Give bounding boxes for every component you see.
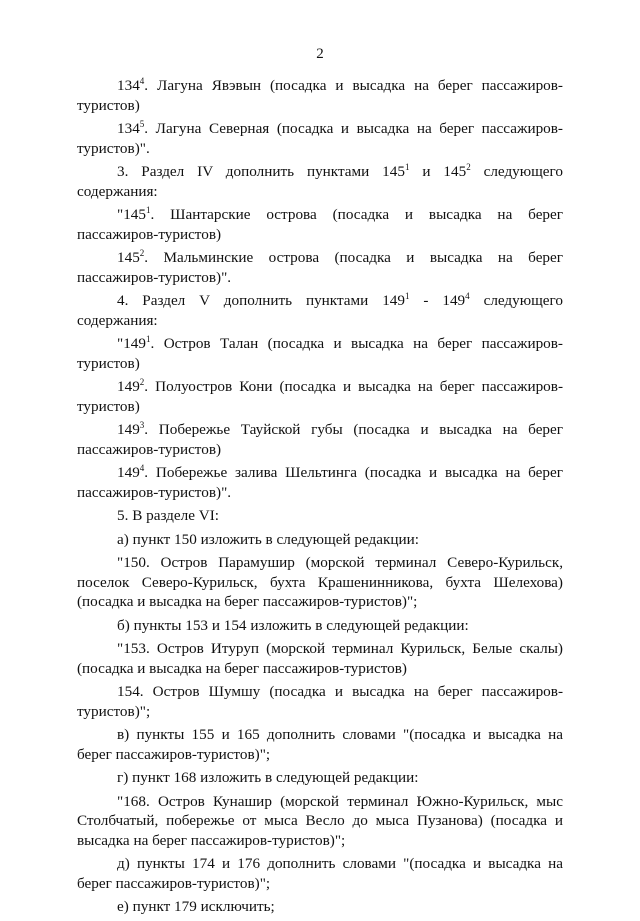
- paragraph: [77, 682, 563, 721]
- paragraph-text: следующего содержания:: [77, 292, 563, 329]
- paragraph: [77, 162, 563, 201]
- paragraph: [77, 334, 563, 373]
- paragraph: [77, 76, 563, 115]
- paragraph-text: 134: [117, 120, 140, 137]
- paragraph: [77, 291, 563, 330]
- paragraph-text: следующего содержания:: [77, 163, 563, 200]
- superscript: 2: [466, 162, 471, 172]
- paragraph-text: . Остров Талан (посадка и высадка на берег пассажиров-туристов): [77, 335, 563, 372]
- superscript: 4: [139, 463, 145, 473]
- paragraph: [77, 205, 563, 244]
- paragraph: [77, 377, 563, 416]
- paragraph-text: . Побережье Тауйской губы (посадка и высадка на берег пассажиров-туристов): [77, 421, 563, 458]
- paragraph: [77, 639, 563, 678]
- superscript: 4: [139, 76, 145, 86]
- paragraph-text: 5. В разделе VI:: [117, 507, 220, 524]
- superscript: 4: [465, 291, 470, 301]
- paragraph-text: "145: [117, 206, 146, 223]
- paragraph-text: г) пункт 168 изложить в следующей редакции:: [117, 769, 419, 786]
- paragraph: [77, 463, 563, 502]
- paragraph-text: - 149: [409, 292, 466, 309]
- paragraph-text: . Шантарские острова (посадка и высадка на берег пассажиров-туристов): [77, 206, 563, 243]
- paragraph: [77, 854, 563, 893]
- paragraph: [77, 530, 563, 550]
- page-number: 2: [316, 46, 324, 62]
- paragraph-text: а) пункт 150 изложить в следующей редакции:: [117, 530, 419, 548]
- paragraph: [77, 792, 563, 851]
- paragraph-text: е) пункт 179 исключить;: [117, 898, 275, 915]
- paragraph: [77, 506, 563, 526]
- paragraph-text: 4. Раздел V дополнить пунктами 149: [117, 292, 405, 309]
- paragraph-text: 149: [117, 421, 140, 438]
- paragraph-text: . Мальминские острова (посадка и высадка на берег пассажиров-туристов)".: [77, 249, 563, 286]
- paragraph-text: . Побережье залива Шельтинга (посадка и высадка на берег пассажиров-туристов)".: [77, 464, 563, 501]
- document-body: [77, 76, 563, 921]
- paragraph-text: . Лагуна Явэвын (посадка и высадка на берег пассажиров-туристов): [77, 77, 563, 114]
- paragraph-text: "153. Остров Итуруп (морской терминал Курильск, Белые скалы) (посадка и высадка на берег пассажиров-туристов): [77, 640, 563, 677]
- superscript: 5: [139, 119, 145, 129]
- superscript: 1: [404, 291, 410, 301]
- paragraph-text: "149: [117, 335, 146, 352]
- paragraph: [77, 119, 563, 158]
- paragraph-text: 154. Остров Шумшу (посадка и высадка на берег пассажиров-туристов)";: [77, 683, 563, 720]
- paragraph: [77, 768, 563, 788]
- paragraph-text: 134: [117, 77, 140, 94]
- paragraph-text: и 145: [409, 163, 467, 180]
- paragraph: [77, 897, 563, 917]
- paragraph-text: "168. Остров Кунашир (морской терминал Южно-Курильск, мыс Столбчатый, побережье от мыса Весло до мыса Пузанова) (посадка и высадка на берег пассажиров-туристов)";: [77, 792, 563, 849]
- superscript: 1: [145, 334, 151, 344]
- superscript: 1: [404, 162, 410, 172]
- paragraph: [77, 553, 563, 612]
- paragraph-text: б) пункты 153 и 154 изложить в следующей редакции:: [117, 616, 469, 634]
- paragraph: [77, 725, 563, 764]
- paragraph: [77, 248, 563, 287]
- superscript: 3: [139, 420, 145, 430]
- paragraph-text: 3. Раздел IV дополнить пунктами 145: [117, 163, 405, 180]
- paragraph: [77, 616, 563, 636]
- paragraph-text: 145: [117, 249, 140, 266]
- superscript: 2: [139, 248, 145, 258]
- paragraph: [77, 420, 563, 459]
- paragraph-text: . Полуостров Кони (посадка и высадка на берег пассажиров-туристов): [77, 378, 563, 415]
- paragraph-text: . Лагуна Северная (посадка и высадка на берег пассажиров-туристов)".: [77, 120, 563, 157]
- paragraph-text: в) пункты 155 и 165 дополнить словами "(посадка и высадка на берег пассажиров-туристов)";: [77, 726, 563, 763]
- superscript: 2: [139, 377, 145, 387]
- superscript: 1: [145, 205, 151, 215]
- paragraph-text: 149: [117, 464, 140, 481]
- paragraph-text: д) пункты 174 и 176 дополнить словами "(посадка и высадка на берег пассажиров-туристов)";: [77, 855, 563, 892]
- paragraph-text: 149: [117, 378, 140, 395]
- paragraph-text: "150. Остров Парамушир (морской терминал Северо-Курильск, поселок Северо-Курильск, бухта Крашенинникова, бухта Шелехова) (посадка и высадка на берег пассажиров-туристов)";: [77, 554, 563, 610]
